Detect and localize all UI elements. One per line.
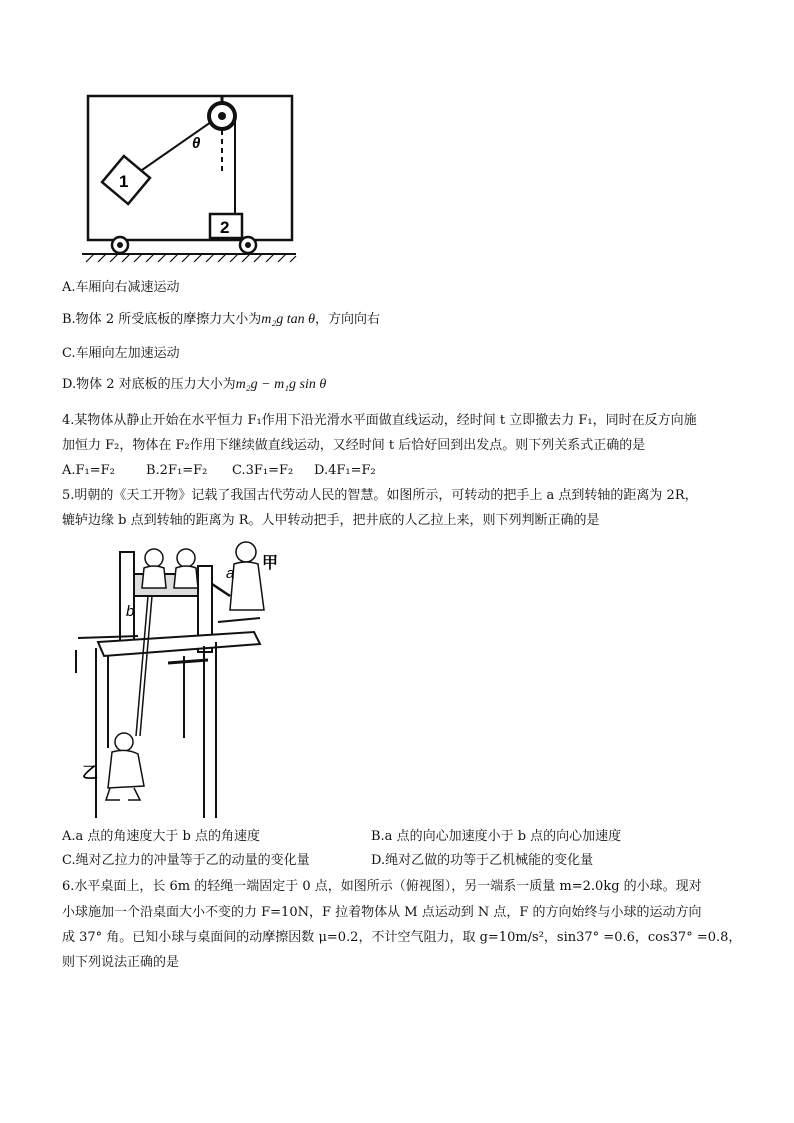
q6-stem-line4: 则下列说法正确的是 [62,955,180,970]
label-yi: 乙 [82,765,99,782]
person-yi [106,733,144,800]
q6-stem-line2: 小球施加一个沿桌面大小不变的力 F=10N，F 拉着物体从 M 点运动到 N 点，F 的方向始终与小球的运动方向 [62,905,702,920]
q6-stem-line3: 成 37° 角。已知小球与桌面间的动摩擦因数 μ=0.2，不计空气阻力，取 g=10m/s²，sin37° =0.6，cos37° =0.8， [62,930,742,945]
label-b: b [126,603,135,620]
label-a: a [226,565,235,582]
carriage-figure [80,92,300,270]
q5-option-a: A.a 点的角速度大于 b 点的角速度 [62,829,260,844]
q3-option-d-formula: m₂g − m₁g sin θ [235,377,327,392]
q5-option-d: D.绳对乙做的功等于乙机械能的变化量 [371,853,594,868]
q3-option-b-tail: ，方向向右 [314,312,380,327]
q3-option-b [62,311,380,329]
q5-option-c: C.绳对乙拉力的冲量等于乙的动量的变化量 [62,853,310,868]
q3-option-d [62,376,326,394]
rope-1 [142,122,211,170]
q6-stem-line1: 6.水平桌面上，长 6m 的轻绳一端固定于 0 点，如图所示（俯视图），另一端系一质量 m=2.0kg 的小球。现对 [62,879,702,894]
q3-option-b-formula: m₂g tan θ [261,312,315,327]
block-1-label: 1 [119,172,129,191]
q4-stem-line2: 加恒力 F₂，物体在 F₂作用下继续做直线运动，又经时间 t 后恰好回到出发点。则下列关系式正确的是 [62,438,646,453]
person-head-1 [145,549,163,567]
q5-stem-line1: 5.明朝的《天工开物》记载了我国古代劳动人民的智慧。如图所示，可转动的把手上 a 点到转轴的距离为 2R， [62,488,698,503]
windlass-figure [68,538,288,820]
q5-option-b: B.a 点的向心加速度小于 b 点的向心加速度 [371,829,622,844]
person-jia-body [230,562,264,610]
q3-option-a: A.车厢向右减速运动 [62,280,180,295]
q3-option-b-text: B.物体 2 所受底板的摩擦力大小为 [62,312,262,327]
q4-option-c: C.3F₁=F₂ [232,463,294,478]
block-2-label: 2 [220,218,230,237]
person-head-2 [177,549,195,567]
q3-option-c: C.车厢向左加速运动 [62,346,180,361]
theta-label: θ [192,135,201,152]
label-jia: 甲 [262,555,279,572]
q4-option-a: A.F₁=F₂ [62,463,115,478]
q4-option-d: D.4F₁=F₂ [314,463,376,478]
q3-option-d-text: D.物体 2 对底板的压力大小为 [62,377,236,392]
q4-option-b: B.2F₁=F₂ [146,463,208,478]
q5-stem-line2: 辘轳边缘 b 点到转轴的距离为 R。人甲转动把手，把井底的人乙拉上来，则下列判断正确的是 [62,513,600,528]
person-jia-head [236,542,256,562]
q4-stem-line1: 4.某物体从静止开始在水平恒力 F₁作用下沿光滑水平面做直线运动，经时间 t 立即撤去力 F₁，同时在反方向施 [62,413,697,428]
